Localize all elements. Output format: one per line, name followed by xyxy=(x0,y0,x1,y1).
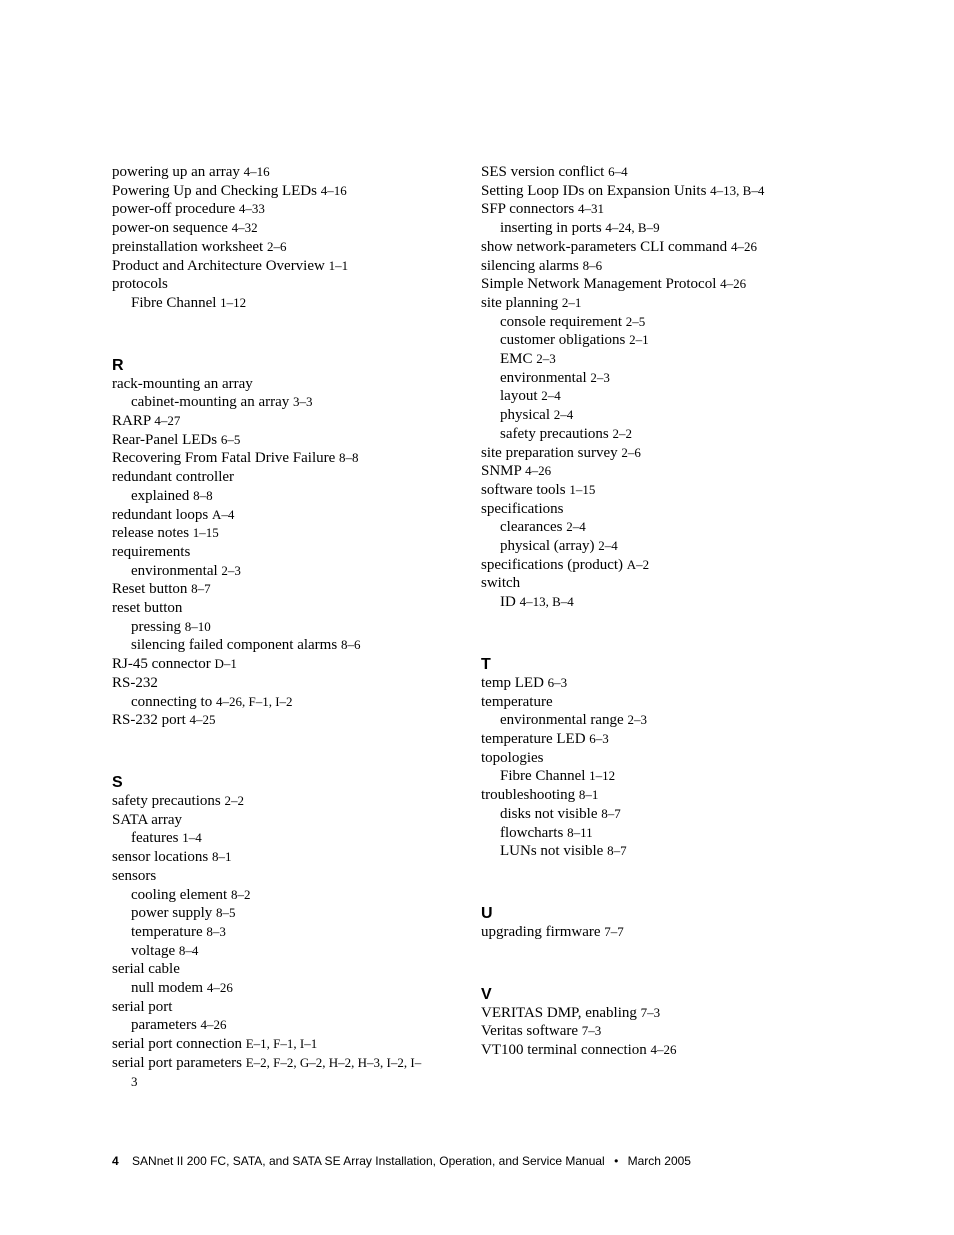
index-entry-pages: 7–7 xyxy=(604,923,624,939)
index-subentry xyxy=(112,562,457,581)
index-entry xyxy=(481,462,826,481)
index-entry-term: null modem xyxy=(131,980,204,997)
index-entry xyxy=(112,1035,457,1054)
index-entry-term: requirements xyxy=(112,543,191,560)
index-entry-pages: 8–10 xyxy=(184,618,211,634)
index-entry-pages: 1–12 xyxy=(220,294,247,310)
index-entry-pages: 2–3 xyxy=(221,562,241,578)
index-entry xyxy=(112,468,457,487)
index-entry-pages: 4–13, B–4 xyxy=(519,594,574,610)
index-entry-pages: 8–6 xyxy=(340,637,361,653)
index-entry-term: RJ-45 connector xyxy=(112,656,211,673)
index-entry-pages: 8–11 xyxy=(567,824,593,840)
index-entry-pages: 1–15 xyxy=(192,525,219,541)
index-entry-term: sensor locations xyxy=(112,849,209,866)
index-entry-pages: 4–24, B–9 xyxy=(605,220,660,236)
index-entry-pages: 3 xyxy=(131,1073,138,1089)
index-entry-term: temperature xyxy=(481,693,553,710)
index-subentry xyxy=(112,904,457,923)
index-entry-pages: 2–6 xyxy=(621,444,641,460)
index-subentry xyxy=(481,767,826,786)
index-subentry xyxy=(112,393,457,412)
index-subentry xyxy=(481,824,826,843)
index-subentry xyxy=(481,406,826,425)
index-entry-term: environmental xyxy=(500,369,587,386)
index-entry-term: sensors xyxy=(112,867,157,884)
index-entry xyxy=(481,923,826,942)
index-entry xyxy=(112,275,457,294)
index-entry-term: VERITAS DMP, enabling xyxy=(481,1004,637,1021)
index-entry-term: Rear-Panel LEDs xyxy=(112,431,218,448)
index-entry-pages: E–1, F–1, I–1 xyxy=(245,1036,318,1052)
index-entry-term: features xyxy=(131,830,179,847)
index-entry-term: SFP connectors xyxy=(481,201,575,218)
index-entry-term: power supply xyxy=(131,905,213,922)
index-entry-pages: E–2, F–2, G–2, H–2, H–3, I–2, I– xyxy=(245,1054,422,1070)
index-entry xyxy=(481,444,826,463)
index-entry-term: Fibre Channel xyxy=(500,768,586,785)
index-subentry xyxy=(481,387,826,406)
index-subentry xyxy=(112,942,457,961)
index-letter-heading: T xyxy=(481,655,491,673)
index-entry-term: redundant loops xyxy=(112,506,209,523)
index-entry-term: power-off procedure xyxy=(112,201,236,218)
page-footer xyxy=(112,1154,691,1168)
footer-manual-title: SANnet II 200 FC, SATA, and SATA SE Array Installation, Operation, and Service Manual xyxy=(132,1154,605,1168)
index-entry-pages: 2–4 xyxy=(541,388,561,404)
index-entry-term: site planning xyxy=(481,294,559,311)
index-entry xyxy=(112,655,457,674)
index-entry-pages: 8–2 xyxy=(230,886,251,902)
index-entry xyxy=(481,500,826,519)
index-entry-pages: 2–1 xyxy=(561,294,582,310)
index-entry-term: silencing alarms xyxy=(481,257,579,274)
index-entry-pages: 8–1 xyxy=(578,787,599,803)
index-subentry xyxy=(112,294,457,313)
index-entry-term: powering up an array xyxy=(112,164,240,180)
index-entry-term: release notes xyxy=(112,525,190,542)
index-entry-term: physical xyxy=(500,407,550,424)
index-entry-term: environmental range xyxy=(500,712,624,729)
index-entry xyxy=(481,1004,826,1023)
index-entry-pages: 1–1 xyxy=(328,257,349,273)
index-entry-pages: 2–6 xyxy=(266,238,287,254)
index-entry-pages: 4–31 xyxy=(577,201,604,217)
index-entry-pages: 4–26, F–1, I–2 xyxy=(215,693,293,709)
index-entry-term: EMC xyxy=(500,351,533,368)
index-entry xyxy=(112,1054,457,1073)
index-entry-pages: 7–3 xyxy=(640,1004,661,1020)
footer-separator: • xyxy=(614,1154,619,1168)
index-entry-term: power-on sequence xyxy=(112,220,228,237)
index-entry-term: connecting to xyxy=(131,693,213,710)
index-entry-pages: 6–5 xyxy=(220,431,241,447)
index-entry xyxy=(481,574,826,593)
index-entry xyxy=(112,219,457,238)
index-entry-term: preinstallation worksheet xyxy=(112,238,264,255)
footer-date: March 2005 xyxy=(627,1154,691,1168)
index-subentry xyxy=(112,1016,457,1035)
index-entry-pages: D–1 xyxy=(214,656,237,672)
index-entry xyxy=(112,998,457,1017)
index-entry xyxy=(112,375,457,394)
index-entry-pages: 4–33 xyxy=(238,201,265,217)
index-entry xyxy=(112,200,457,219)
index-entry-term: Setting Loop IDs on Expansion Units xyxy=(481,182,707,199)
index-entry xyxy=(112,867,457,886)
index-entry-term: voltage xyxy=(131,942,176,959)
index-entry xyxy=(112,792,457,811)
index-entry-term: Simple Network Management Protocol xyxy=(481,276,717,293)
index-entry xyxy=(112,506,457,525)
index-entry xyxy=(112,848,457,867)
index-subentry xyxy=(112,886,457,905)
index-entry-pages: A–2 xyxy=(626,556,650,572)
index-column-left xyxy=(112,163,457,1091)
index-entry-pages: 2–3 xyxy=(590,369,610,385)
index-entry-term: explained xyxy=(131,487,190,504)
index-letter-heading: S xyxy=(112,773,123,791)
index-entry-pages: 4–25 xyxy=(189,712,216,728)
index-entry-term: inserting in ports xyxy=(500,220,602,237)
section-gap xyxy=(112,730,457,774)
index-entry xyxy=(112,257,457,276)
index-subentry xyxy=(112,979,457,998)
index-entry-term: customer obligations xyxy=(500,332,626,349)
index-entry-term: silencing failed component alarms xyxy=(131,637,338,654)
index-subentry xyxy=(481,593,826,612)
index-entry-pages: 4–13, B–4 xyxy=(710,182,765,198)
index-entry xyxy=(481,200,826,219)
index-entry-term: upgrading firmware xyxy=(481,923,601,940)
index-entry-pages: 8–7 xyxy=(601,805,621,821)
index-entry-pages: 6–3 xyxy=(589,730,609,746)
index-entry-term: site preparation survey xyxy=(481,444,618,461)
index-entry-pages: 8–6 xyxy=(582,257,603,273)
index-entry-term: console requirement xyxy=(500,313,623,330)
index-entry-pages: 1–12 xyxy=(589,768,616,784)
index-entry-pages: 7–3 xyxy=(581,1023,602,1039)
index-subentry xyxy=(112,487,457,506)
index-subentry xyxy=(112,636,457,655)
index-entry xyxy=(112,711,457,730)
index-subentry xyxy=(481,313,826,332)
index-entry-term: RS-232 xyxy=(112,674,158,691)
index-entry xyxy=(112,412,457,431)
index-entry-pages: 4–26 xyxy=(525,463,552,479)
index-entry xyxy=(112,960,457,979)
index-entry xyxy=(112,580,457,599)
index-entry xyxy=(112,163,457,182)
index-entry-pages: 3–3 xyxy=(293,394,313,410)
index-entry-pages: 2–1 xyxy=(629,332,649,348)
index-entry xyxy=(481,1022,826,1041)
index-letter-heading: R xyxy=(112,356,124,374)
index-entry-term: clearances xyxy=(500,519,563,536)
index-entry-pages: 8–7 xyxy=(607,843,627,859)
index-subentry xyxy=(112,923,457,942)
index-entry xyxy=(112,543,457,562)
index-subentry xyxy=(481,350,826,369)
index-entry-term: RARP xyxy=(112,413,151,430)
index-entry-pages: 8–7 xyxy=(191,581,211,597)
index-entry-continuation xyxy=(112,1073,457,1092)
index-entry xyxy=(481,786,826,805)
index-entry-term: SATA array xyxy=(112,811,183,828)
index-entry-pages: 2–4 xyxy=(598,538,618,554)
index-entry-pages: 4–26 xyxy=(650,1042,677,1058)
index-subentry xyxy=(481,369,826,388)
index-subentry xyxy=(481,842,826,861)
index-subentry xyxy=(112,693,457,712)
index-entry xyxy=(481,275,826,294)
index-entry-pages: 1–15 xyxy=(569,481,596,497)
index-entry-term: Reset button xyxy=(112,581,188,598)
index-entry-term: redundant controller xyxy=(112,469,235,486)
index-entry-pages: 8–8 xyxy=(193,487,213,503)
index-entry-term: Recovering From Fatal Drive Failure xyxy=(112,450,336,467)
index-entry-pages: 4–16 xyxy=(243,164,270,179)
index-letter-heading: U xyxy=(481,904,493,922)
index-entry-term: parameters xyxy=(131,1017,197,1034)
index-entry xyxy=(481,294,826,313)
index-entry-pages: 4–26 xyxy=(720,276,747,292)
index-entry xyxy=(481,693,826,712)
index-entry-pages: 2–4 xyxy=(553,407,574,423)
index-entry xyxy=(481,730,826,749)
index-entry xyxy=(112,674,457,693)
index-subentry xyxy=(481,537,826,556)
index-entry xyxy=(112,238,457,257)
index-entry-term: LUNs not visible xyxy=(500,843,604,860)
index-entry-pages: 8–1 xyxy=(211,849,232,865)
index-subentry xyxy=(481,331,826,350)
index-entry-pages: 8–3 xyxy=(206,923,226,939)
index-subentry xyxy=(481,711,826,730)
index-entry-pages: 4–26 xyxy=(730,238,757,254)
index-entry-pages: A–4 xyxy=(211,506,235,522)
index-entry-term: serial port xyxy=(112,998,173,1015)
index-entry xyxy=(481,163,826,182)
index-entry xyxy=(112,431,457,450)
index-entry xyxy=(112,599,457,618)
index-entry-term: serial cable xyxy=(112,961,180,978)
index-entry-term: Product and Architecture Overview xyxy=(112,257,325,274)
index-entry xyxy=(481,182,826,201)
index-entry-term: specifications xyxy=(481,500,564,517)
index-entry-term: software tools xyxy=(481,481,566,498)
index-column-right xyxy=(481,163,826,1060)
index-entry-term: Powering Up and Checking LEDs xyxy=(112,182,317,199)
index-entry-term: pressing xyxy=(131,618,181,635)
index-entry-term: disks not visible xyxy=(500,805,598,822)
index-entry-pages: 2–4 xyxy=(566,519,586,535)
index-entry-term: switch xyxy=(481,575,521,592)
section-gap xyxy=(481,861,826,905)
index-entry xyxy=(481,481,826,500)
index-entry-pages: 2–2 xyxy=(612,425,632,441)
index-entry-term: cabinet-mounting an array xyxy=(131,394,290,411)
index-entry xyxy=(481,1041,826,1060)
index-subentry xyxy=(481,219,826,238)
section-gap xyxy=(481,612,826,656)
index-subentry xyxy=(481,805,826,824)
footer-page-number: 4 xyxy=(112,1154,119,1168)
index-subentry xyxy=(112,829,457,848)
index-entry-pages: 2–3 xyxy=(536,351,556,367)
index-entry-term: RS-232 port xyxy=(112,712,186,729)
index-entry-term: safety precautions xyxy=(500,425,609,442)
index-entry-term: layout xyxy=(500,388,538,405)
index-entry-term: Fibre Channel xyxy=(131,294,217,311)
index-entry xyxy=(112,449,457,468)
index-entry-term: temp LED xyxy=(481,674,544,691)
index-entry-pages: 8–4 xyxy=(178,942,199,958)
index-entry-pages: 6–3 xyxy=(547,674,568,690)
index-entry-pages: 4–16 xyxy=(320,182,347,198)
index-entry-term: SES version conflict xyxy=(481,164,605,180)
index-entry-term: serial port parameters xyxy=(112,1054,242,1071)
index-subentry xyxy=(112,618,457,637)
section-gap xyxy=(112,313,457,357)
index-entry-pages: 2–5 xyxy=(625,313,646,329)
index-entry-term: ID xyxy=(500,594,516,611)
index-entry-term: Veritas software xyxy=(481,1023,579,1040)
index-entry xyxy=(481,238,826,257)
index-entry xyxy=(481,556,826,575)
index-subentry xyxy=(481,518,826,537)
index-entry-term: protocols xyxy=(112,276,168,293)
section-gap xyxy=(481,942,826,986)
index-entry xyxy=(112,182,457,201)
index-entry xyxy=(112,524,457,543)
index-entry-term: reset button xyxy=(112,600,183,617)
index-entry-term: rack-mounting an array xyxy=(112,375,253,392)
index-entry-term: specifications (product) xyxy=(481,556,624,573)
index-entry xyxy=(112,811,457,830)
index-entry-pages: 2–2 xyxy=(224,792,244,808)
index-entry-term: troubleshooting xyxy=(481,787,576,804)
index-entry-pages: 4–32 xyxy=(231,220,258,236)
index-entry-term: physical (array) xyxy=(500,538,595,555)
index-entry-term: environmental xyxy=(131,562,218,579)
index-entry-pages: 4–26 xyxy=(206,980,233,996)
index-entry-pages: 2–3 xyxy=(627,712,647,728)
index-entry-pages: 8–8 xyxy=(339,450,359,466)
index-entry xyxy=(481,749,826,768)
index-entry-term: temperature LED xyxy=(481,730,586,747)
index-entry-pages: 8–5 xyxy=(216,905,236,921)
index-entry-pages: 1–4 xyxy=(182,830,202,846)
index-entry-term: temperature xyxy=(131,923,203,940)
index-letter-heading: V xyxy=(481,985,492,1003)
index-entry-term: topologies xyxy=(481,749,544,766)
index-entry-pages: 6–4 xyxy=(608,164,628,179)
index-entry-pages: 4–26 xyxy=(200,1017,227,1033)
index-entry-term: SNMP xyxy=(481,463,522,480)
index-entry-term: VT100 terminal connection xyxy=(481,1042,647,1059)
index-entry-term: serial port connection xyxy=(112,1036,242,1053)
index-entry-term: safety precautions xyxy=(112,792,221,809)
index-entry-pages: 4–27 xyxy=(154,413,181,429)
index-entry xyxy=(481,257,826,276)
index-entry-term: show network-parameters CLI command xyxy=(481,238,728,255)
index-entry xyxy=(481,674,826,693)
index-entry-term: flowcharts xyxy=(500,824,564,841)
index-subentry xyxy=(481,425,826,444)
index-entry-term: cooling element xyxy=(131,886,228,903)
